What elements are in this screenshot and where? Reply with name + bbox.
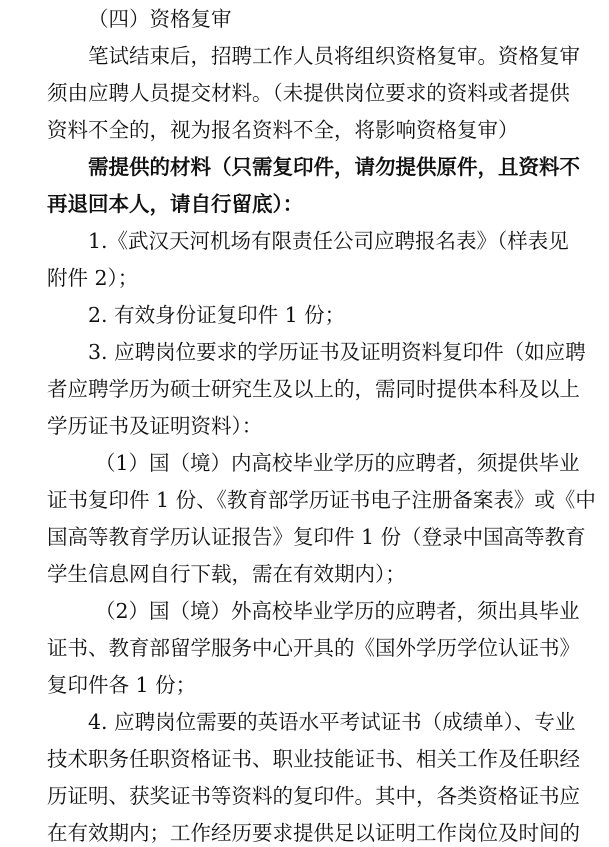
sub-list-item: 复印件各 1 份； [47,673,197,697]
list-item: 学历证书及证明资料）： [47,414,263,438]
list-item: 在有效期内；工作经历要求提供足以证明工作岗位及时间的 [47,821,580,845]
sub-list-item: 证书复印件 1 份、《教育部学历证书电子注册备案表》或《中 [47,488,596,512]
intro-paragraph-line: 资料不全的，视为报名资料不全，将影响资格复审） [47,118,519,142]
intro-paragraph-line: 笔试结束后，招聘工作人员将组织资格复审。资格复审 [88,44,580,68]
list-item: 者应聘学历为硕士研究生及以上的，需同时提供本科及以上 [47,377,580,401]
list-item: 2. 有效身份证复印件 1 份； [88,303,346,327]
sub-list-item: （1）国（境）内高校毕业学历的应聘者，须提供毕业 [95,451,580,475]
sub-list-item: 国高等教育学历认证报告》复印件 1 份（登录中国高等教育 [47,525,586,549]
list-item: 附件 2）； [47,266,139,290]
list-item: 3. 应聘岗位要求的学历证书及证明资料复印件（如应聘 [88,340,586,364]
section-heading: （四）资格复审 [88,7,232,31]
intro-paragraph-line: 须由应聘人员提交材料。（未提供岗位要求的资料或者提供 [47,81,570,105]
list-item: 历证明、获奖证书等资料的复印件。其中，各类资格证书应 [47,784,580,808]
sub-list-item: （2）国（境）外高校毕业学历的应聘者，须出具毕业 [95,599,580,623]
sub-list-item: 学生信息网自行下载，需在有效期内）； [47,562,406,586]
list-item: 技术职务任职资格证书、职业技能证书、相关工作及任职经 [47,747,580,771]
required-materials-heading: 需提供的材料（只需复印件，请勿提供原件，且资料不 [88,155,580,179]
sub-list-item: 证书、教育部留学服务中心开具的《国外学历学位认证书》 [47,636,580,660]
required-materials-heading: 再退回本人，请自行留底）： [47,192,304,216]
list-item: 4. 应聘岗位需要的英语水平考试证书（成绩单）、专业 [88,710,576,734]
list-item: 1.《武汉天河机场有限责任公司应聘报名表》（样表见 [88,229,569,253]
